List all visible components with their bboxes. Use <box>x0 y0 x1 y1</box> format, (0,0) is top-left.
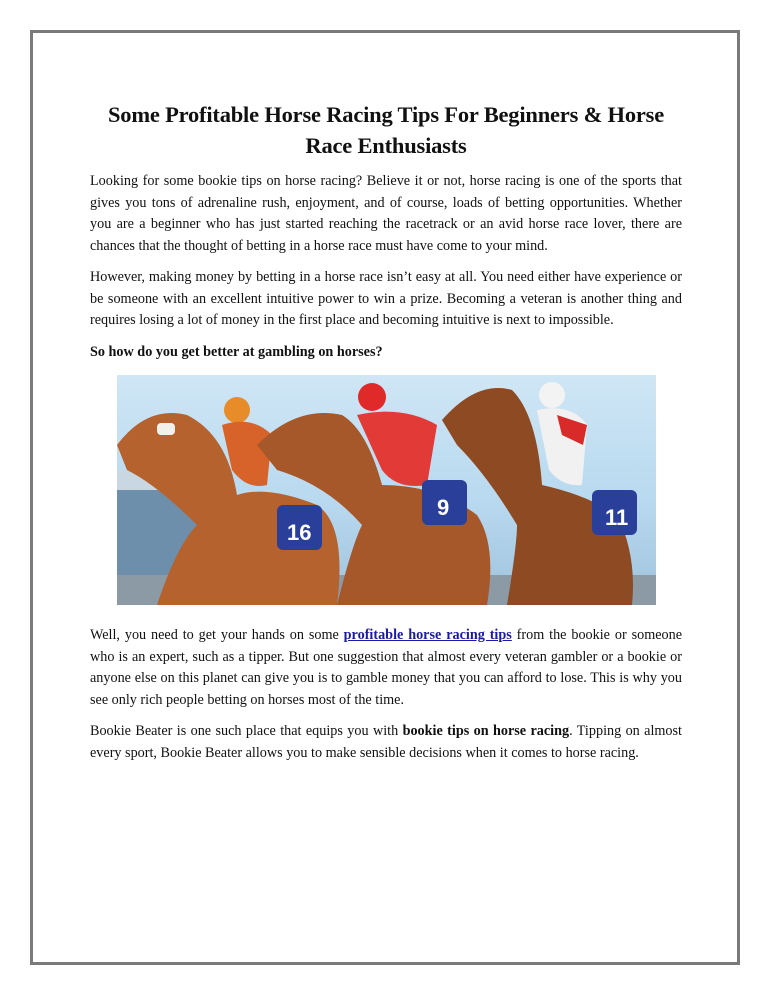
second-paragraph: However, making money by betting in a horse race isn’t easy at all. You need either have experience or be someone with an excellent intuitive power to win a prize. Becoming a veteran is another thing and requires losing a lot of money in the first place and becoming intuitive is next to impossible. <box>90 269 682 328</box>
fourth-paragraph <box>90 721 682 764</box>
intro-paragraph: Looking for some bookie tips on horse racing? Believe it or not, horse racing is one of the sports that gives you tons of adrenaline rush, enjoyment, and of course, loads of betting opportunities. Whether you are a beginner who has just started reaching the racetrack or an avid horse race lover, there are chances that the thought of betting in a horse race must have come to your mind. <box>90 173 682 254</box>
document-content <box>90 99 682 774</box>
svg-text:11: 11 <box>605 505 629 530</box>
fourth-paragraph-text-after: . Tipping on almost every sport, Bookie Beater allows you to make sensible decisions when it comes to horse racing. <box>90 723 682 761</box>
horse-racing-illustration <box>117 375 656 605</box>
third-paragraph-text-after: from the bookie or someone who is an expert, such as a tipper. But one suggestion that almost every veteran gambler or a bookie or anyone else on this planet can give you is to gamble money that you can afford to lose. This is why you see only rich people betting on horses most of the time. <box>90 627 683 708</box>
third-paragraph <box>90 625 682 711</box>
svg-text:16: 16 <box>287 520 312 545</box>
bookie-tips-bold: bookie tips on horse racing <box>402 723 570 739</box>
subheading: So how do you get better at gambling on horses? <box>90 343 383 360</box>
profitable-tips-link[interactable]: profitable horse racing tips <box>343 627 512 643</box>
fourth-paragraph-text-before: Bookie Beater is one such place that equips you with <box>90 723 403 739</box>
svg-text:9: 9 <box>437 495 450 520</box>
horse-racing-photo <box>117 375 656 605</box>
third-paragraph-text-before: Well, you need to get your hands on some <box>90 627 344 643</box>
page-title: Some Profitable Horse Racing Tips For Beginners & Horse Race Enthusiasts <box>107 102 665 158</box>
document-page <box>30 30 740 965</box>
